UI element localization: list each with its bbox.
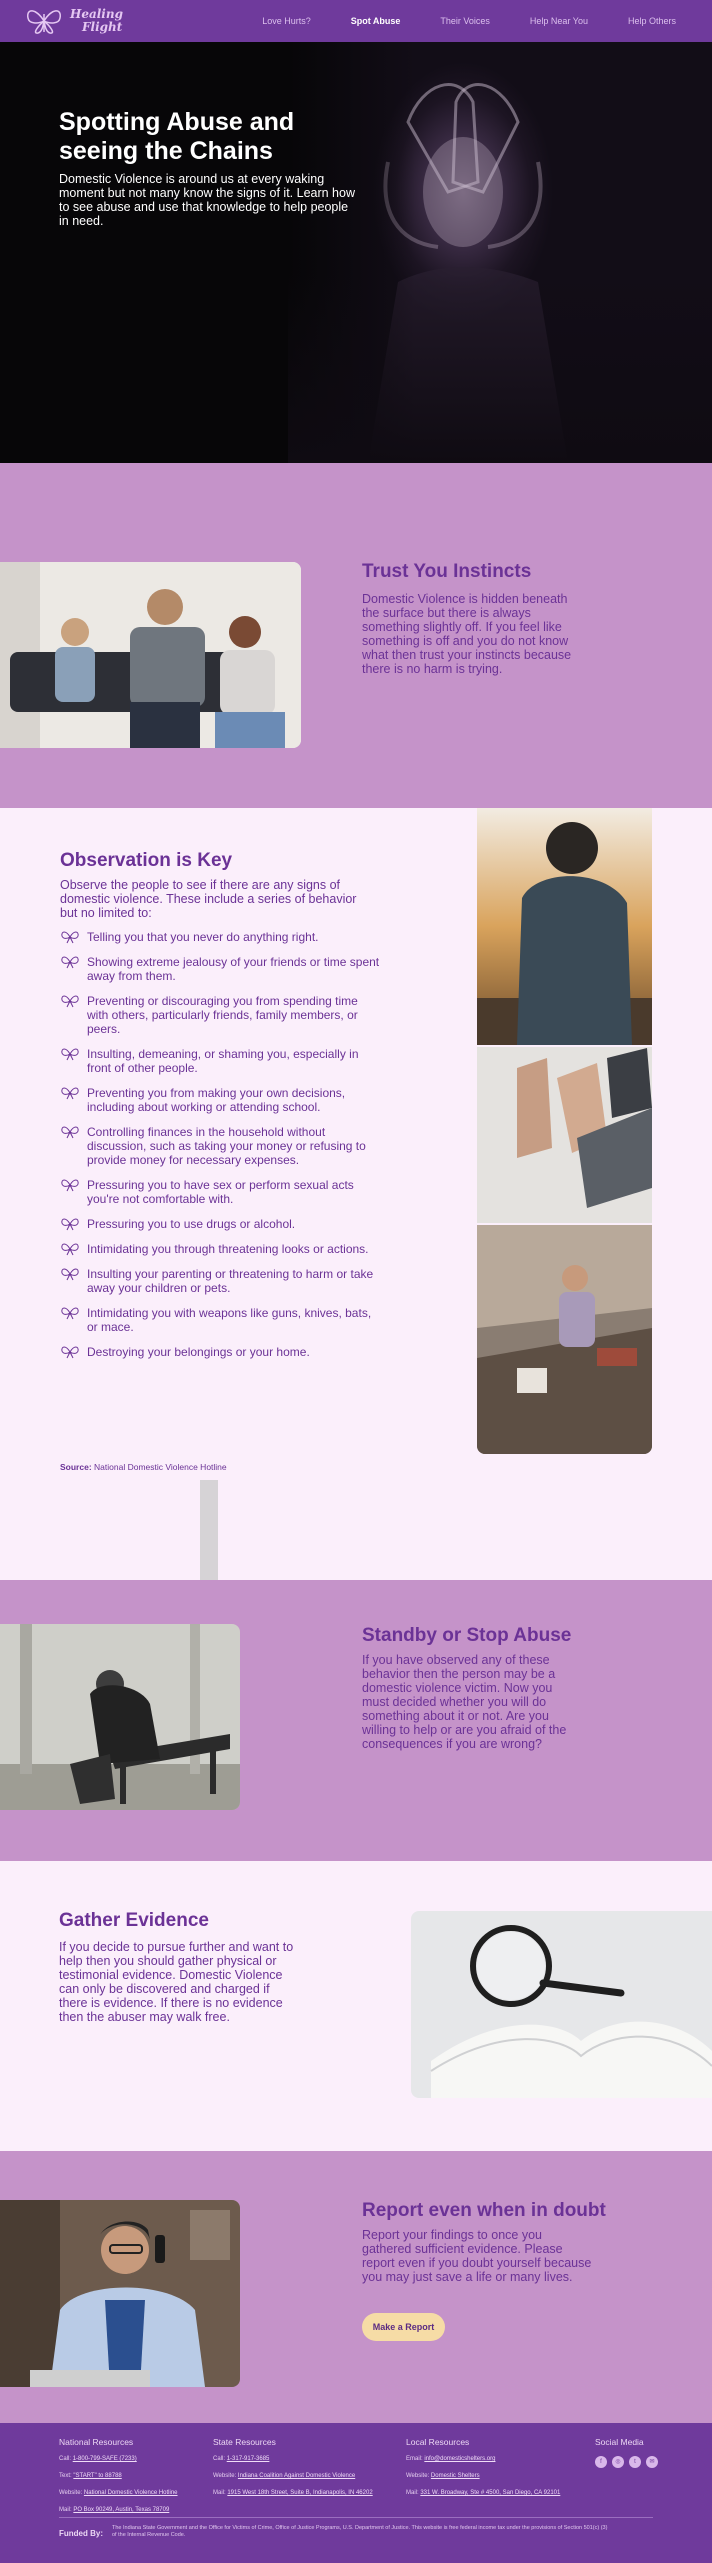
- destroyed-home-image: [477, 1225, 652, 1454]
- list-item: Pressuring you to use drugs or alcohol.: [60, 1217, 380, 1231]
- local-web-link[interactable]: Domestic Shelters: [430, 2473, 480, 2479]
- national-text-link[interactable]: "START" to 88788: [73, 2473, 122, 2479]
- standby-section: [0, 1580, 712, 1861]
- nav-love-hurts[interactable]: Love Hurts?: [262, 16, 311, 26]
- butterfly-bullet-icon: [60, 930, 80, 944]
- national-web-link[interactable]: National Domestic Violence Hotline: [83, 2490, 178, 2496]
- trust-text: Domestic Violence is hidden beneath the surface but there is always something slightly off. If you feel like something is off and you do not know what then trust your instincts because there is no harm is trying.: [362, 592, 572, 676]
- butterfly-bullet-icon: [60, 1047, 80, 1061]
- nav-their-voices[interactable]: Their Voices: [440, 16, 490, 26]
- nav-help-near-you[interactable]: Help Near You: [529, 16, 588, 26]
- list-item: Telling you that you never do anything right.: [60, 930, 380, 944]
- source-note: Source: National Domestic Violence Hotline: [60, 1462, 227, 1472]
- list-item: Preventing you from making your own decisions, including about working or attending school.: [60, 1086, 380, 1114]
- scroll-placeholder: [200, 1480, 218, 1580]
- instagram-icon[interactable]: ◎: [612, 2456, 624, 2468]
- report-title: Report even when in doubt: [362, 2200, 606, 2221]
- standby-title: Standby or Stop Abuse: [362, 1625, 572, 1646]
- local-resources: Local Resources Email: info@domesticshelters.org Website: Domestic Shelters Mail: 331 W. Broadway, Ste # 4500, San Diego, CA 92101: [406, 2437, 561, 2496]
- observation-images: [477, 808, 652, 1454]
- report-section: [0, 2151, 712, 2423]
- abuse-signs-list: [60, 930, 380, 1370]
- butterfly-bullet-icon: [60, 1125, 80, 1139]
- facebook-icon[interactable]: f: [595, 2456, 607, 2468]
- make-report-button[interactable]: Make a Report: [362, 2313, 445, 2341]
- funded-label: Funded By:: [59, 2529, 103, 2538]
- evidence-title: Gather Evidence: [59, 1910, 209, 1931]
- hero-section: [0, 42, 712, 463]
- logo-line1: Healing: [70, 7, 123, 21]
- butterfly-bullet-icon: [60, 955, 80, 969]
- observation-section: [0, 808, 712, 1580]
- butterfly-bullet-icon: [60, 1217, 80, 1231]
- stop-hands-image: [477, 1047, 652, 1223]
- national-mail-link[interactable]: PO Box 90249, Austin, Texas 78709: [73, 2507, 170, 2513]
- man-on-bench-image: [0, 1624, 240, 1810]
- family-image: [0, 562, 301, 748]
- logo[interactable]: [24, 6, 123, 36]
- trust-section: [0, 463, 712, 808]
- national-resources: National Resources Call: 1-800-799-SAFE (7233) Text: "START" to 88788 Website: National Domestic Violence Hotline Mail: PO Box 90249, Austin, Texas 78709: [59, 2437, 178, 2513]
- footer-divider: [59, 2517, 653, 2518]
- magnifier-book-image: [411, 1911, 712, 2098]
- report-text: Report your findings to once you gathered sufficient evidence. Please report even if you doubt yourself because you may just save a life or many lives.: [362, 2228, 592, 2284]
- butterfly-bullet-icon: [60, 1306, 80, 1320]
- top-navbar: [0, 0, 712, 42]
- state-call-link[interactable]: 1-317-917-3685: [226, 2456, 270, 2462]
- local-email-link[interactable]: info@domesticshelters.org: [424, 2456, 496, 2462]
- butterfly-bullet-icon: [60, 1242, 80, 1256]
- butterfly-bullet-icon: [60, 1086, 80, 1100]
- standby-text: If you have observed any of these behavior then the person may be a domestic violence victim. Now you must decided whether you will do something about it or not. Are you willing to help or are you afraid of the consequences if you are wrong?: [362, 1653, 567, 1751]
- state-resources: State Resources Call: 1-317-917-3685 Website: Indiana Coalition Against Domestic Violence Mail: 1915 West 18th Street, Suite B, Indianapolis, IN 46202: [213, 2437, 373, 2496]
- national-call-link[interactable]: 1-800-799-SAFE (7233): [72, 2456, 137, 2462]
- hero-image: [288, 42, 712, 463]
- distressed-person-illustration: [288, 42, 712, 463]
- funded-text: The Indiana State Government and the Office for Victims of Crime, Office of Justice Programs, U.S. Department of Justice. This website is free federal income tax under the provisions of Section 501(c) (3) of the Internal Revenue Code.: [112, 2525, 608, 2538]
- butterfly-bullet-icon: [60, 994, 80, 1008]
- list-item: Intimidating you through threatening looks or actions.: [60, 1242, 380, 1256]
- list-item: Destroying your belongings or your home.: [60, 1345, 380, 1359]
- nav-spot-abuse[interactable]: Spot Abuse: [350, 16, 401, 26]
- email-icon[interactable]: ✉: [646, 2456, 658, 2468]
- social-media: Social Media f ◎ t ✉: [595, 2437, 675, 2468]
- local-mail-link[interactable]: 331 W. Broadway, Ste # 4500, San Diego, CA 92101: [420, 2490, 561, 2496]
- list-item: Intimidating you with weapons like guns, knives, bats, or mace.: [60, 1306, 380, 1334]
- main-menu: [222, 0, 676, 42]
- list-item: Showing extreme jealousy of your friends or time spent away from them.: [60, 955, 380, 983]
- hero-title: Spotting Abuse and seeing the Chains: [59, 108, 295, 165]
- butterfly-bullet-icon: [60, 1178, 80, 1192]
- nav-help-others[interactable]: Help Others: [627, 16, 676, 26]
- list-item: Pressuring you to have sex or perform sexual acts you're not comfortable with.: [60, 1178, 380, 1206]
- list-item: Insulting your parenting or threatening to harm or take away your children or pets.: [60, 1267, 380, 1295]
- butterfly-logo-icon: [24, 6, 64, 36]
- butterfly-bullet-icon: [60, 1345, 80, 1359]
- observation-title: Observation is Key: [60, 850, 233, 871]
- evidence-text: If you decide to pursue further and want to help then you should gather physical or testimonial evidence. Domestic Violence can only be discovered and charged if there is evidence. If there is no evidence then the abuser may walk free.: [59, 1940, 294, 2024]
- man-on-phone-image: [0, 2200, 240, 2387]
- twitter-icon[interactable]: t: [629, 2456, 641, 2468]
- list-item: Preventing or discouraging you from spending time with others, particularly friends, family members, or peers.: [60, 994, 380, 1036]
- butterfly-bullet-icon: [60, 1267, 80, 1281]
- state-web-link[interactable]: Indiana Coalition Against Domestic Violence: [237, 2473, 356, 2479]
- state-mail-link[interactable]: 1915 West 18th Street, Suite B, Indianapolis, IN 46202: [227, 2490, 373, 2496]
- evidence-section: [0, 1861, 712, 2151]
- trust-title: Trust You Instincts: [362, 561, 532, 582]
- list-item: Controlling finances in the household without discussion, such as taking your money or refusing to provide money for necessary expenses.: [60, 1125, 380, 1167]
- observation-intro: Observe the people to see if there are any signs of domestic violence. These include a series of behavior but no limited to:: [60, 878, 357, 920]
- logo-line2: Flight: [82, 20, 123, 34]
- man-sitting-image: [477, 808, 652, 1045]
- list-item: Insulting, demeaning, or shaming you, especially in front of other people.: [60, 1047, 380, 1075]
- source-link[interactable]: National Domestic Violence Hotline: [94, 1462, 227, 1472]
- footer: [0, 2423, 712, 2563]
- hero-text: Domestic Violence is around us at every waking moment but not many know the signs of it. Learn how to see abuse and use that knowledge to help people in need.: [59, 172, 355, 228]
